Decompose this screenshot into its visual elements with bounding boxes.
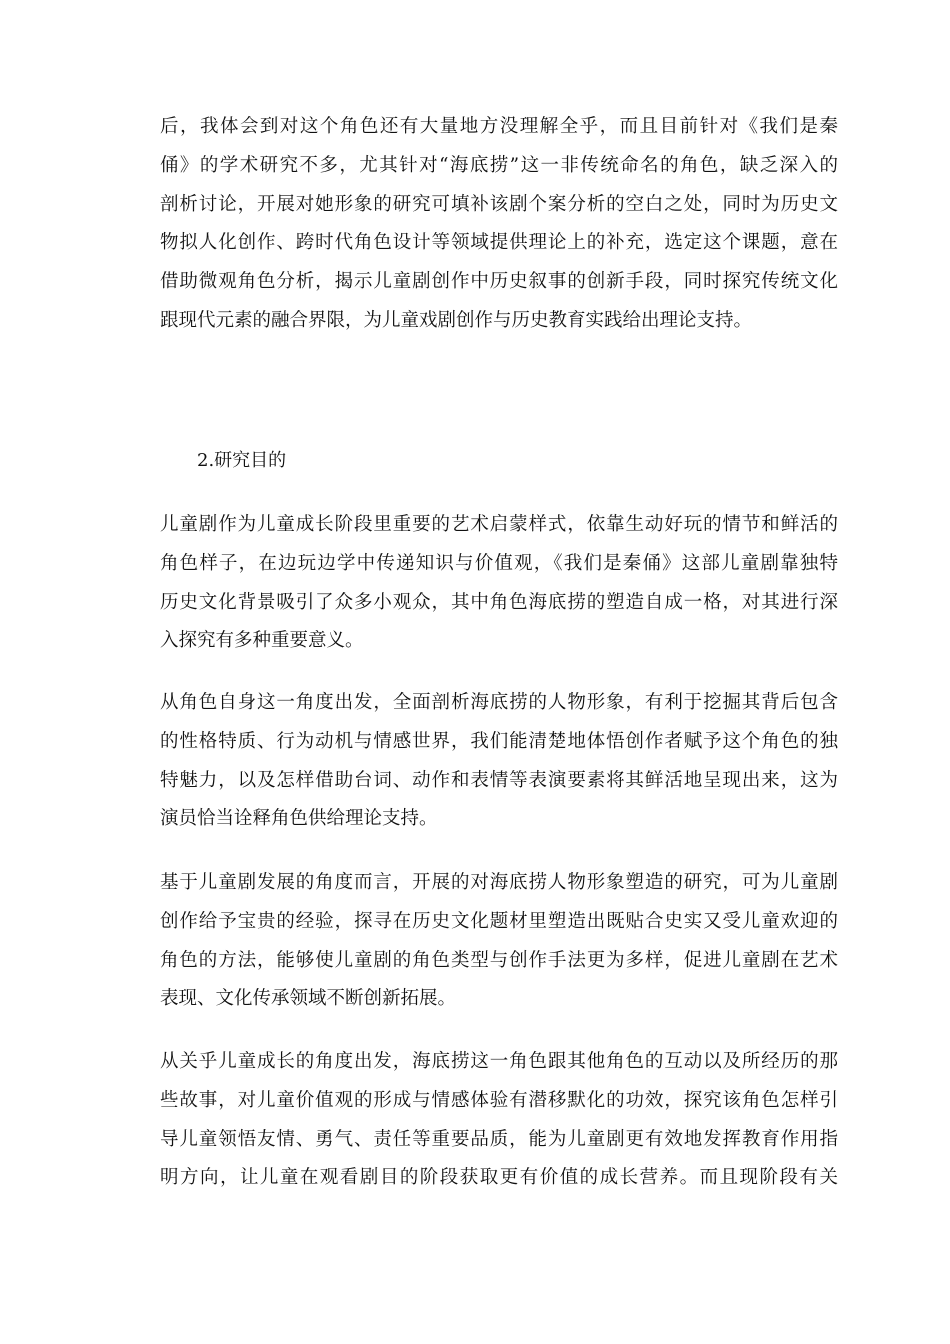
text-line: 从角色自身这一角度出发，全面剖析海底捞的人物形象，有利于挖掘其背后包含 <box>160 692 838 713</box>
text-line: 俑》的学术研究不多，尤其针对“海底捞”这一非传统命名的角色，缺乏深入的 <box>160 154 838 176</box>
text-line: 后，我体会到对这个角色还有大量地方没理解全乎，而且目前针对《我们是秦 <box>160 116 838 137</box>
text-line: 儿童剧作为儿童成长阶段里重要的艺术启蒙样式，依靠生动好玩的情节和鲜活的 <box>160 514 838 535</box>
text-line: 角色样子，在边玩边学中传递知识与价值观，《我们是秦俑》这部儿童剧靠独特 <box>160 552 838 574</box>
text-line: 物拟人化创作、跨时代角色设计等领域提供理论上的补充，选定这个课题，意在 <box>160 232 838 254</box>
text-line: 历史文化背景吸引了众多小观众，其中角色海底捞的塑造自成一格，对其进行深 <box>160 591 838 613</box>
text-line: 创作给予宝贵的经验，探寻在历史文化题材里塑造出既贴合史实又受儿童欢迎的 <box>160 910 838 932</box>
text-line: 入探究有多种重要意义。 <box>160 630 364 652</box>
paragraph-character-angle <box>160 684 838 839</box>
text-line: 演员恰当诠释角色供给理论支持。 <box>160 808 438 830</box>
section-heading: 2.研究目的 <box>197 450 287 471</box>
text-line: 特魅力，以及怎样借助台词、动作和表情等表演要素将其鲜活地呈现出来，这为 <box>160 769 838 791</box>
text-line: 些故事，对儿童价值观的形成与情感体验有潜移默化的功效，探究该角色怎样引 <box>160 1089 838 1111</box>
text-line: 表现、文化传承领域不断创新拓展。 <box>160 988 457 1010</box>
paragraph-drama-development <box>160 864 838 1019</box>
text-line: 的性格特质、行为动机与情感世界，我们能清楚地体悟创作者赋予这个角色的独 <box>160 730 838 752</box>
paragraph-child-growth <box>160 1043 838 1198</box>
text-line: 剖析讨论，开展对她形象的研究可填补该剧个案分析的空白之处，同时为历史文 <box>160 193 838 215</box>
text-line: 跟现代元素的融合界限，为儿童戏剧创作与历史教育实践给出理论支持。 <box>160 309 753 331</box>
text-line: 明方向，让儿童在观看剧目的阶段获取更有价值的成长营养。而且现阶段有关 <box>160 1167 838 1189</box>
text-line: 从关乎儿童成长的角度出发，海底捞这一角色跟其他角色的互动以及所经历的那 <box>160 1051 838 1072</box>
text-line: 借助微观角色分析，揭示儿童剧创作中历史叙事的创新手段，同时探究传统文化 <box>160 271 838 293</box>
text-line: 基于儿童剧发展的角度而言，开展的对海底捞人物形象塑造的研究，可为儿童剧 <box>160 872 838 893</box>
paragraph-purpose-intro <box>160 506 838 661</box>
text-line: 导儿童领悟友情、勇气、责任等重要品质，能为儿童剧更有效地发挥教育作用指 <box>160 1128 838 1150</box>
paragraph-background-continued <box>160 108 838 341</box>
text-line: 角色的方法，能够使儿童剧的角色类型与创作手法更为多样，促进儿童剧在艺术 <box>160 949 838 971</box>
